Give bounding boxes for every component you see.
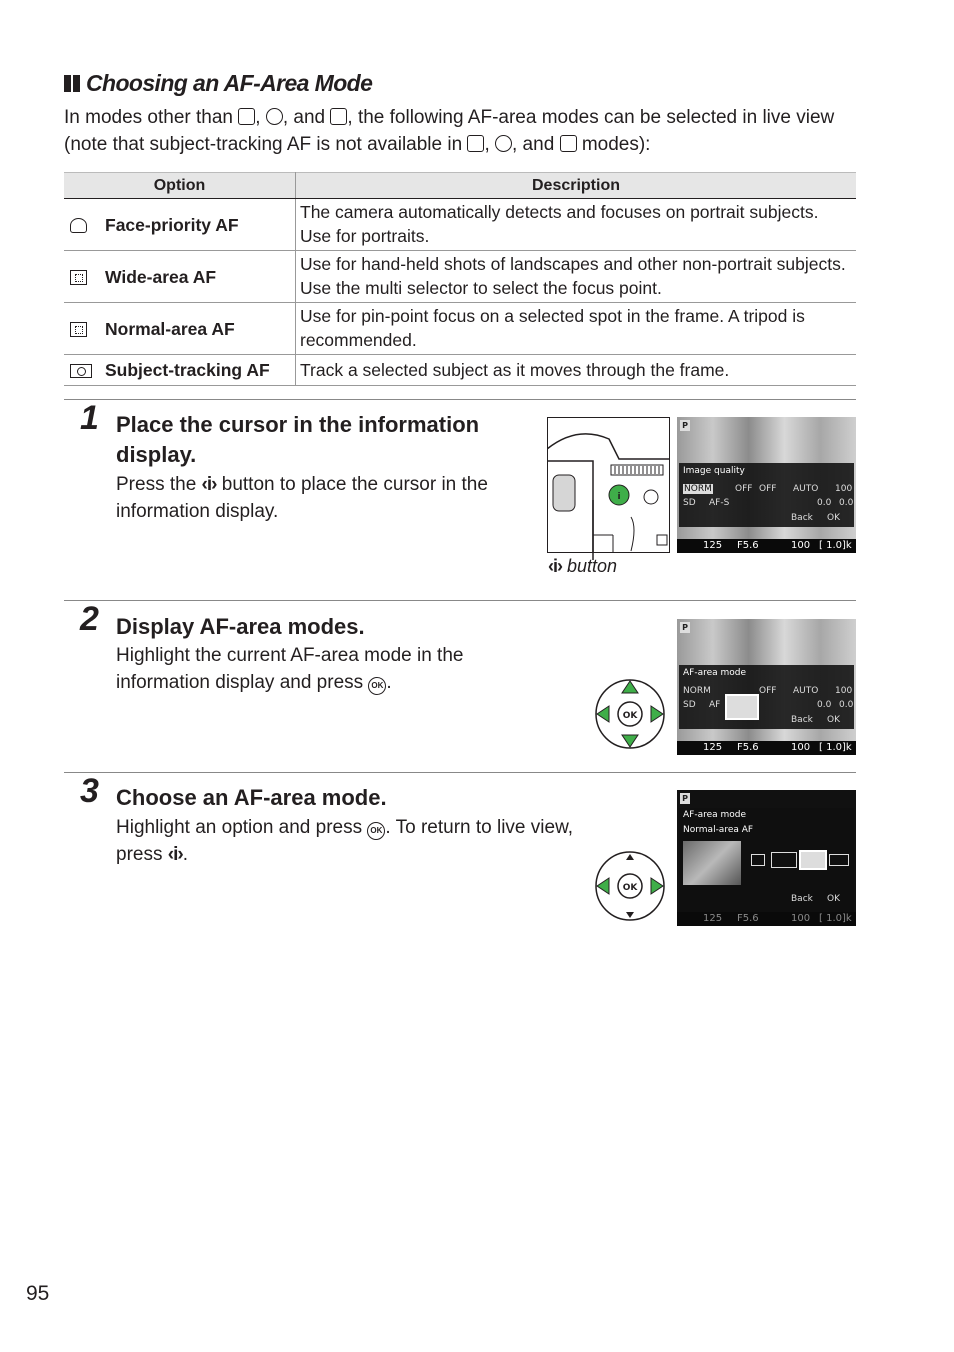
setting-cell: AUTO (793, 686, 819, 696)
af-area-highlight (725, 694, 759, 720)
intro-text-5: , (484, 134, 495, 155)
exposure-comp: [ 1.0]k (819, 540, 852, 551)
setting-cell: 0.0 (817, 700, 832, 710)
option-label: Face-priority AF (105, 214, 239, 235)
info-button-icon: ‹i› (201, 474, 217, 495)
normal-area-icon[interactable] (799, 850, 827, 870)
section-marker-icon (64, 75, 80, 92)
lcd-screen-1 (677, 417, 856, 553)
step-divider (64, 772, 856, 773)
setting-cell: AUTO (793, 484, 819, 494)
special-effect-icon-1 (467, 135, 484, 152)
option-description: Use for pin-point focus on a selected spot in the frame. A tripod is recommended. (296, 303, 857, 355)
intro-text-3: , and (282, 107, 331, 128)
info-panel (679, 665, 854, 729)
setting-cell: 100 (835, 686, 853, 696)
step-divider (64, 600, 856, 601)
setting-cell: 0.0 (839, 498, 854, 508)
preview-thumbnail (683, 841, 741, 885)
aperture: F5.6 (737, 913, 759, 924)
option-description: Track a selected subject as it moves through the frame. (296, 355, 857, 386)
mode-badge: P (680, 622, 690, 633)
table-row (64, 355, 856, 386)
step-number: 2 (80, 600, 99, 638)
af-area-options-table (64, 172, 856, 386)
lcd-screen-2 (677, 619, 856, 755)
section-title-text: Choosing an AF-Area Mode (86, 70, 373, 96)
iso: 100 (791, 540, 811, 551)
step-number: 3 (80, 772, 99, 810)
header-description: Description (296, 173, 857, 199)
svg-text:i: i (617, 492, 621, 502)
back-label: Back (791, 715, 813, 725)
step-text: Highlight the current AF-area mode in the information display and press (116, 645, 464, 693)
setting-cell: 100 (835, 484, 853, 494)
dpad-ok-label: OK (622, 883, 638, 893)
setting-cell: OFF (735, 484, 753, 494)
wide-area-icon (70, 270, 87, 285)
shutter-speed: 125 (703, 913, 723, 924)
iso: 100 (791, 913, 811, 924)
ok-button-icon: OK (368, 677, 386, 695)
status-bar (677, 539, 856, 553)
option-label: Subject-tracking AF (105, 360, 270, 380)
step-text: Highlight an option and press (116, 817, 368, 838)
back-label: Back (791, 513, 813, 523)
intro-paragraph (64, 104, 864, 158)
menu-title: Image quality (683, 466, 745, 476)
status-bar (677, 912, 856, 926)
step-text: button to place the cursor in the information display. (116, 474, 488, 522)
face-priority-icon[interactable] (751, 854, 765, 866)
af-mode-panel (679, 808, 854, 912)
intro-text-2: , (255, 107, 266, 128)
info-button-caption (548, 556, 617, 577)
option-description: Use for hand-held shots of landscapes and other non-portrait subjects. Use the multi selector to select the focus point. (296, 251, 857, 303)
auto-mode-icon (238, 108, 255, 125)
ok-label: OK (827, 715, 840, 725)
subject-tracking-icon (70, 364, 92, 378)
step-heading: Display AF-area modes. (116, 614, 365, 639)
multi-selector-icon (594, 678, 666, 750)
intro-text-1: In modes other than (64, 107, 239, 128)
option-description: The camera automatically detects and focuses on portrait subjects. Use for portraits. (296, 199, 857, 251)
iso: 100 (791, 742, 811, 753)
caption-text: button (562, 556, 618, 576)
ok-label: OK (827, 513, 840, 523)
aperture: F5.6 (737, 540, 759, 551)
setting-image-quality: NORM (684, 484, 712, 494)
setting-cell: NORM (683, 686, 711, 696)
info-panel (679, 463, 854, 527)
info-button-icon: ‹i› (167, 844, 183, 865)
option-label: Normal-area AF (105, 318, 235, 339)
aperture: F5.6 (737, 742, 759, 753)
exposure-comp: [ 1.0]k (819, 742, 852, 753)
status-bar (677, 741, 856, 755)
intro-text-4: , the following AF-area modes can be selected in live view (note that subject-tracking AF is not available in (64, 107, 835, 155)
setting-cell: AF (709, 700, 721, 710)
step-heading: Choose an AF-area mode. (116, 785, 387, 810)
step-text: . To return to live view, press (116, 817, 574, 865)
step-number: 1 (80, 399, 99, 437)
page-number: 95 (26, 1282, 50, 1305)
header-option: Option (64, 173, 296, 199)
step-body (116, 814, 586, 868)
shutter-speed: 125 (703, 742, 723, 753)
dpad-ok-label: OK (622, 711, 638, 721)
shutter-speed: 125 (703, 540, 723, 551)
table-row (64, 303, 856, 355)
section-title (64, 70, 372, 97)
ok-label: OK (827, 894, 840, 904)
intro-text-6: , and (512, 134, 560, 155)
step-body (116, 471, 536, 525)
mode-badge: P (680, 793, 690, 804)
table-row (64, 251, 856, 303)
setting-cell: OFF (759, 484, 777, 494)
step-text: . (386, 672, 392, 693)
face-priority-icon (70, 218, 87, 233)
step-text: Press the (116, 474, 202, 495)
subject-tracking-icon[interactable] (829, 854, 849, 866)
intro-text-7: modes): (576, 134, 651, 155)
step-text: . (182, 844, 188, 865)
special-effect-icon-2 (495, 135, 512, 152)
flash-off-icon (266, 108, 283, 125)
setting-cell: 0.0 (839, 700, 854, 710)
normal-area-icon (70, 322, 87, 337)
table-row (64, 199, 856, 251)
menu-title: AF-area mode (683, 810, 747, 820)
mode-badge: P (680, 420, 690, 431)
info-button-icon: ‹i› (548, 556, 562, 576)
setting-cell: SD (683, 498, 696, 508)
option-label: Wide-area AF (105, 266, 217, 287)
menu-title: AF-area mode (683, 668, 747, 678)
selected-mode-name: Normal-area AF (683, 825, 754, 835)
step-heading: Place the cursor in the information display. (116, 412, 480, 467)
back-label: Back (791, 894, 813, 904)
setting-cell: AF-S (709, 498, 730, 508)
wide-area-icon[interactable] (771, 852, 797, 868)
setting-cell: SD (683, 700, 696, 710)
exposure-comp: [ 1.0]k (819, 913, 852, 924)
multi-selector-icon (594, 850, 666, 922)
step-body (116, 642, 536, 696)
scene-auto-selector-icon (330, 108, 347, 125)
setting-cell: 0.0 (817, 498, 832, 508)
special-effect-icon-3 (560, 135, 577, 152)
ok-button-icon: OK (367, 822, 385, 840)
step-divider (64, 399, 856, 400)
lcd-screen-3 (677, 790, 856, 926)
setting-cell: OFF (759, 686, 777, 696)
